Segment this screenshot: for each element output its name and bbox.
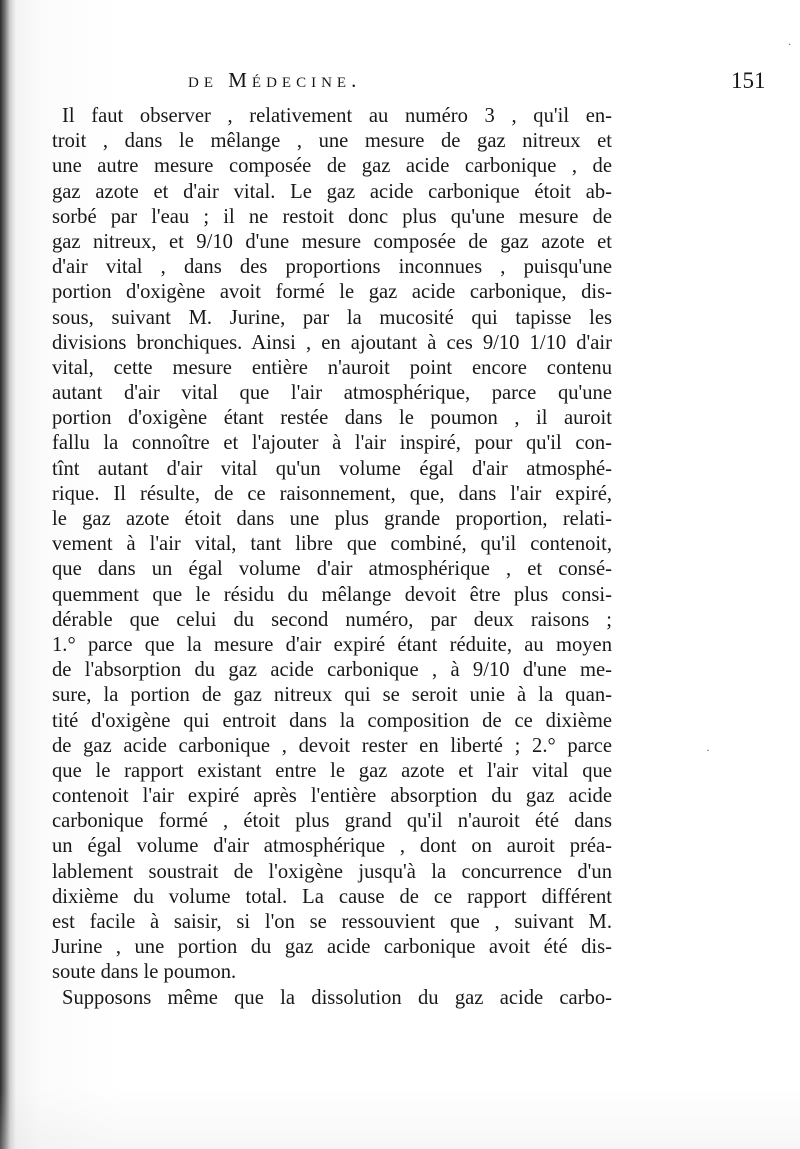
running-title: de Médecine. — [188, 68, 362, 92]
text-line: portion d'oxigène étant restée dans le poumon , il auroit — [52, 407, 612, 430]
text-line: vement à l'air vital, tant libre que combiné, qu'il contenoit, — [52, 533, 612, 556]
text-line: sorbé par l'eau ; il ne restoit donc plus qu'une mesure de — [52, 205, 612, 228]
text-line: gaz azote et d'air vital. Le gaz acide carbonique étoit ab- — [52, 180, 612, 203]
text-line: soute dans le poumon. — [52, 961, 237, 984]
text-line: sous, suivant M. Jurine, par la mucosité qui tapisse les — [52, 306, 612, 329]
text-line: autant d'air vital que l'air atmosphérique, parce qu'une — [52, 382, 612, 405]
margin-speck: · — [706, 743, 710, 757]
text-line: dérable que celui du second numéro, par deux raisons ; — [52, 608, 612, 631]
text-line: est facile à saisir, si l'on se ressouvient que , suivant M. — [52, 911, 612, 933]
page-header — [0, 68, 800, 98]
text-line: gaz nitreux, et 9/10 d'une mesure composée de gaz azote et — [52, 230, 612, 253]
text-line: 1.° parce que la mesure d'air expiré étant réduite, au moyen — [52, 633, 612, 656]
text-line: de l'absorption du gaz acide carbonique , à 9/10 d'une me- — [52, 659, 612, 682]
text-line: rique. Il résulte, de ce raisonnement, que, dans l'air expiré, — [52, 482, 612, 505]
text-line: fallu la connoître et l'ajouter à l'air inspiré, pour qu'il con- — [52, 432, 612, 455]
text-line: que le rapport existant entre le gaz azote et l'air vital que — [52, 759, 612, 782]
page-number: 151 — [731, 68, 766, 93]
text-line: troit , dans le mêlange , une mesure de gaz nitreux et — [52, 130, 612, 153]
text-line: contenoit l'air expiré après l'entière absorption du gaz acide — [52, 785, 612, 808]
text-line: dixième du volume total. La cause de ce rapport différent — [52, 885, 612, 908]
text-line: Supposons même que la dissolution du gaz acide carbo- — [62, 986, 612, 1009]
page-bottom-shading — [0, 1089, 800, 1149]
text-line: lablement soustrait de l'oxigène jusqu'à la concurrence d'un — [52, 860, 612, 883]
text-line: d'air vital , dans des proportions inconnues , puisqu'une — [52, 256, 612, 279]
text-line: quemment que le résidu du mêlange devoit être plus consi- — [52, 583, 612, 606]
text-line: tité d'oxigène qui entroit dans la composition de ce dixième — [52, 709, 612, 732]
text-line: que dans un égal volume d'air atmosphérique , et consé- — [52, 558, 612, 581]
margin-speck: · — [788, 40, 792, 51]
text-line: vital, cette mesure entière n'auroit point encore contenu — [52, 356, 612, 379]
text-line: portion d'oxigène avoit formé le gaz acide carbonique, dis- — [52, 281, 612, 304]
text-line: un égal volume d'air atmosphérique , dont on auroit préa- — [52, 835, 612, 858]
body-text — [52, 104, 612, 1011]
text-line: une autre mesure composée de gaz acide carbonique , de — [52, 155, 612, 178]
text-line: de gaz acide carbonique , devoit rester en liberté ; 2.° parce — [52, 734, 612, 757]
text-line: Il faut observer , relativement au numéro 3 , qu'il en- — [62, 105, 612, 127]
text-line: carbonique formé , étoit plus grand qu'il n'auroit été dans — [52, 810, 612, 833]
text-line: Jurine , une portion du gaz acide carbonique avoit été dis- — [52, 936, 612, 959]
text-line: le gaz azote étoit dans une plus grande proportion, relati- — [52, 508, 612, 530]
text-line: divisions bronchiques. Ainsi , en ajoutant à ces 9/10 1/10 d'air — [52, 331, 612, 354]
text-line: sure, la portion de gaz nitreux qui se seroit unie à la quan- — [52, 684, 612, 707]
text-line: tînt autant d'air vital qu'un volume égal d'air atmosphé- — [52, 457, 612, 480]
